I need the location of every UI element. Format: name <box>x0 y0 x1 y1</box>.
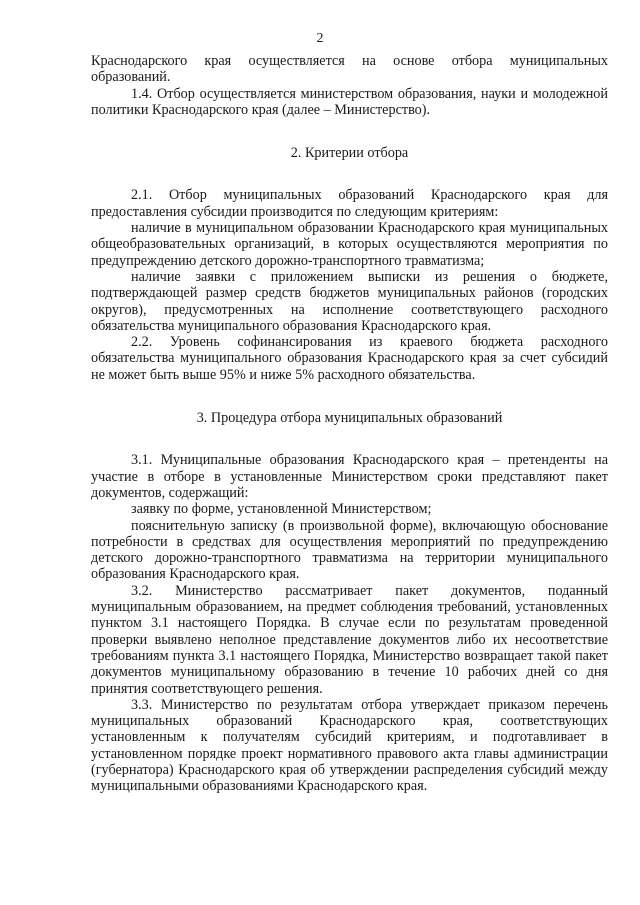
paragraph-3-2: 3.2. Министерство рассматривает пакет документов, поданный муниципальным образованием, на предмет соблюдения требований, установленных пунктом 3.1 настоящего Порядка. В случае если по результатам проведенной проверки выявлено неполное представление документов либо их несоответствие требованиям пункта 3.1 настоящего Порядка, Министерство возвращает такой пакет документов муниципальному образованию в течение 10 рабочих дней со дня принятия соответствующего решения. <box>91 582 608 697</box>
criterion-1: наличие в муниципальном образовании Краснодарского края муниципальных общеобразовательных организаций, в которых осуществляются мероприятия по предупреждению детского дорожно-транспортного травматизма; <box>91 220 608 269</box>
document-item-application: заявку по форме, установленной Министерством; <box>131 501 432 518</box>
paragraph-2-2: 2.2. Уровень софинансирования из краевого бюджета расходного обязательства муниципального образования Краснодарского края за счет субсидий не может быть выше 95% и ниже 5% расходного обязательства. <box>91 334 608 383</box>
document-item-explanatory-note: пояснительную записку (в произвольной форме), включающую обоснование потребности в средствах для осуществления мероприятий по предупреждению детского дорожно-транспортного травматизма на территории муниципального образования Краснодарского края. <box>91 517 608 583</box>
page-number: 2 <box>316 31 324 46</box>
paragraph-continuation: Краснодарского края осуществляется на основе отбора муниципальных образований. <box>91 53 608 86</box>
paragraph-2-1: 2.1. Отбор муниципальных образований Краснодарского края для предоставления субсидии производится по следующим критериям: <box>91 187 608 220</box>
paragraph-1-4: 1.4. Отбор осуществляется министерством образования, науки и молодежной политики Краснодарского края (далее – Министерство). <box>91 85 608 118</box>
paragraph-3-3: 3.3. Министерство по результатам отбора утверждает приказом перечень муниципальных образований Краснодарского края, соответствующих установленным к получателям субсидий критериям, и подготавливает в установленном порядке проект нормативного правового акта главы администрации (губернатора) Краснодарского края об утверждении распределения субсидий между муниципальными образованиями Краснодарского края. <box>91 696 608 795</box>
paragraph-3-1: 3.1. Муниципальные образования Краснодарского края – претенденты на участие в отборе в установленные Министерством сроки представляют пакет документов, содержащий: <box>91 452 608 501</box>
section-2-heading: 2. Критерии отбора <box>290 145 409 162</box>
document-body <box>91 53 608 795</box>
criterion-2: наличие заявки с приложением выписки из решения о бюджете, подтверждающей размер средств бюджетов муниципальных районов (городских округов), предусмотренных на исполнение соответствующего расходного обязательства муниципального образования Краснодарского края. <box>91 268 608 334</box>
section-3-heading: 3. Процедура отбора муниципальных образований <box>196 410 503 427</box>
